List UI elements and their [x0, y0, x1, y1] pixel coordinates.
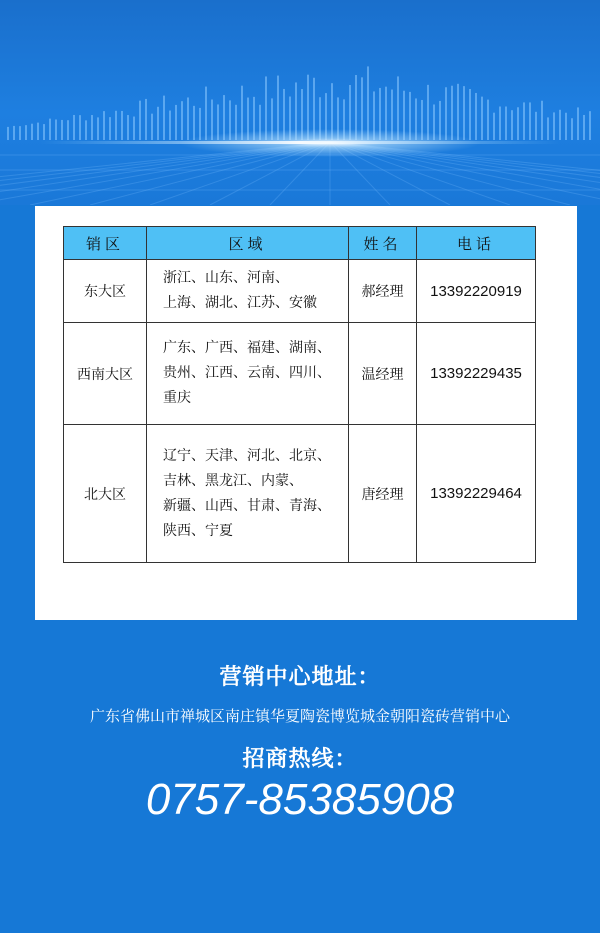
hero-banner — [0, 0, 600, 205]
areas-cell — [147, 323, 349, 425]
area-line: 吉林、黑龙江、内蒙、 — [163, 472, 303, 489]
manager-cell: 唐经理 — [349, 425, 417, 563]
region-cell: 东大区 — [64, 260, 147, 323]
phone-cell: 13392229435 — [417, 323, 536, 425]
manager-cell: 郝经理 — [349, 260, 417, 323]
header-sales-region: 销区 — [64, 227, 147, 260]
areas-cell — [147, 425, 349, 563]
areas-cell — [147, 260, 349, 323]
address-title: 营销中心地址： — [219, 665, 381, 690]
region-cell: 西南大区 — [64, 323, 147, 425]
phone-cell: 13392220919 — [417, 260, 536, 323]
address-text: 广东省佛山市禅城区南庄镇华夏陶瓷博览城金朝阳瓷砖营销中心 — [89, 707, 510, 725]
area-line: 辽宁、天津、河北、北京、 — [163, 447, 331, 464]
area-line: 浙江、山东、河南、 — [163, 270, 289, 286]
hotline-number[interactable]: 0757-85385908 — [145, 775, 455, 824]
phone-cell: 13392229464 — [417, 425, 536, 563]
manager-cell: 温经理 — [349, 323, 417, 425]
area-line: 贵州、江西、云南、四川、 — [163, 365, 331, 381]
city-skyline-graphic — [0, 0, 600, 205]
header-area: 区域 — [147, 227, 349, 260]
contact-footer — [0, 660, 600, 825]
region-cell: 北大区 — [64, 425, 147, 563]
header-phone: 电话 — [417, 227, 536, 260]
table-row — [64, 260, 536, 323]
header-name: 姓名 — [349, 227, 417, 260]
table-row — [64, 323, 536, 425]
table-header-row — [64, 227, 536, 260]
area-line: 上海、湖北、江苏、安徽 — [163, 295, 317, 311]
hotline-title: 招商热线： — [242, 747, 358, 772]
sales-region-panel — [35, 206, 577, 620]
table-row — [64, 425, 536, 563]
area-line: 重庆 — [163, 390, 191, 406]
area-line: 陕西、宁夏 — [163, 522, 233, 539]
area-line: 新疆、山西、甘肃、青海、 — [163, 497, 331, 514]
sales-region-table — [63, 226, 536, 563]
area-line: 广东、广西、福建、湖南、 — [163, 340, 331, 356]
